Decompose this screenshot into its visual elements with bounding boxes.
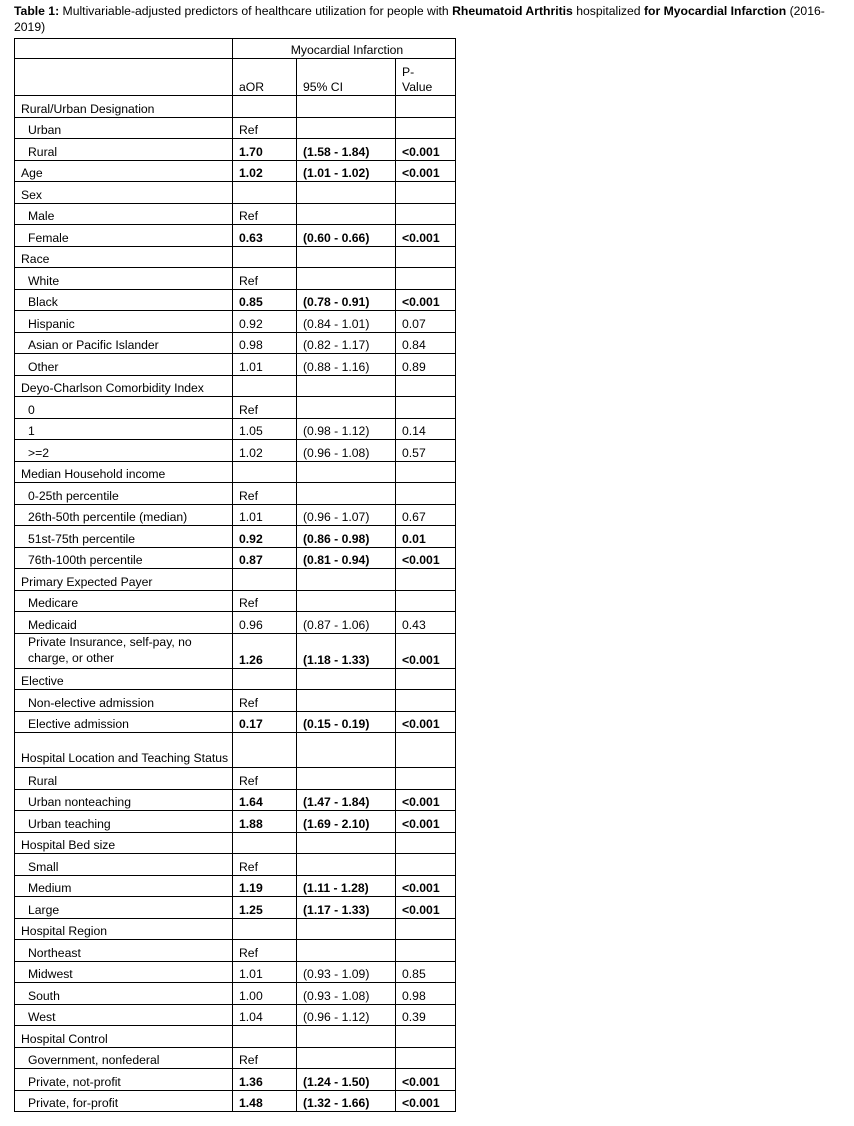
row-p-value (396, 733, 456, 768)
table-row (15, 690, 456, 712)
table-row (15, 311, 456, 333)
row-label: Medicare (15, 590, 233, 612)
header-row-columns (15, 59, 456, 96)
table-row (15, 811, 456, 833)
row-p-value (396, 569, 456, 591)
row-ci: (1.32 - 1.66) (297, 1090, 396, 1112)
table-row (15, 711, 456, 733)
table-row (15, 461, 456, 483)
row-label: Medicaid (15, 612, 233, 634)
row-ci (297, 375, 396, 397)
row-p-value: 0.85 (396, 961, 456, 983)
row-ci (297, 733, 396, 768)
row-label: West (15, 1004, 233, 1026)
row-ci (297, 768, 396, 790)
row-p-value: <0.001 (396, 547, 456, 569)
row-ci: (1.01 - 1.02) (297, 160, 396, 182)
row-aor: 1.19 (233, 875, 297, 897)
row-label: Asian or Pacific Islander (15, 332, 233, 354)
row-aor: 1.04 (233, 1004, 297, 1026)
row-aor: 1.01 (233, 354, 297, 376)
row-aor: 1.36 (233, 1069, 297, 1091)
row-ci: (0.93 - 1.08) (297, 983, 396, 1005)
row-label: Race (15, 246, 233, 268)
row-ci: (0.96 - 1.08) (297, 440, 396, 462)
row-ci: (0.96 - 1.07) (297, 504, 396, 526)
caption-label: Table 1: (14, 4, 60, 18)
row-p-value: <0.001 (396, 811, 456, 833)
row-p-value (396, 461, 456, 483)
row-aor: 0.85 (233, 289, 297, 311)
row-p-value (396, 832, 456, 854)
table-row (15, 897, 456, 919)
row-p-value (396, 590, 456, 612)
row-ci: (1.47 - 1.84) (297, 789, 396, 811)
row-ci (297, 918, 396, 940)
row-ci (297, 203, 396, 225)
row-ci (297, 832, 396, 854)
row-label: Urban (15, 117, 233, 139)
row-ci: (1.18 - 1.33) (297, 633, 396, 668)
row-ci (297, 668, 396, 690)
header-group: Myocardial Infarction (233, 39, 456, 59)
row-aor: 0.92 (233, 311, 297, 333)
row-p-value: 0.67 (396, 504, 456, 526)
row-label: Elective admission (15, 711, 233, 733)
table-row (15, 397, 456, 419)
row-aor: 1.00 (233, 983, 297, 1005)
row-aor: 1.64 (233, 789, 297, 811)
row-p-value (396, 182, 456, 204)
row-p-value (396, 1026, 456, 1048)
row-p-value (396, 268, 456, 290)
row-aor: Ref (233, 117, 297, 139)
row-ci (297, 268, 396, 290)
row-label: South (15, 983, 233, 1005)
table-row (15, 139, 456, 161)
row-label: Median Household income (15, 461, 233, 483)
header-p-line2: Value (402, 80, 433, 94)
row-p-value: 0.89 (396, 354, 456, 376)
table-row (15, 203, 456, 225)
row-p-value: 0.43 (396, 612, 456, 634)
row-ci: (0.93 - 1.09) (297, 961, 396, 983)
table-row (15, 875, 456, 897)
row-label: Northeast (15, 940, 233, 962)
caption-text-3: (2016-2019) (14, 4, 825, 34)
table-row (15, 182, 456, 204)
row-aor: 0.92 (233, 526, 297, 548)
row-ci: (0.78 - 0.91) (297, 289, 396, 311)
table-row (15, 590, 456, 612)
header-p (396, 59, 456, 96)
table-row (15, 547, 456, 569)
row-label: 0-25th percentile (15, 483, 233, 505)
row-p-value: <0.001 (396, 875, 456, 897)
row-p-value: <0.001 (396, 1090, 456, 1112)
row-aor: 0.87 (233, 547, 297, 569)
row-aor (233, 832, 297, 854)
row-label: 26th-50th percentile (median) (15, 504, 233, 526)
row-aor: 0.98 (233, 332, 297, 354)
table-row (15, 961, 456, 983)
row-label: Hispanic (15, 311, 233, 333)
row-aor (233, 569, 297, 591)
row-ci: (1.11 - 1.28) (297, 875, 396, 897)
row-label: Rural/Urban Designation (15, 96, 233, 118)
row-p-value: <0.001 (396, 711, 456, 733)
row-p-value: <0.001 (396, 789, 456, 811)
row-ci: (0.86 - 0.98) (297, 526, 396, 548)
row-aor: 1.70 (233, 139, 297, 161)
row-ci (297, 397, 396, 419)
caption-text-1: Multivariable-adjusted predictors of healthcare utilization for people with (59, 4, 453, 18)
table-row (15, 440, 456, 462)
table-row (15, 768, 456, 790)
row-ci (297, 117, 396, 139)
row-p-value: <0.001 (396, 289, 456, 311)
row-label: Rural (15, 768, 233, 790)
row-label: Deyo-Charlson Comorbidity Index (15, 375, 233, 397)
row-p-value (396, 918, 456, 940)
row-p-value: 0.07 (396, 311, 456, 333)
table-row (15, 983, 456, 1005)
header-label-cell (15, 59, 233, 96)
row-p-value (396, 768, 456, 790)
row-ci (297, 96, 396, 118)
row-p-value (396, 940, 456, 962)
row-ci (297, 246, 396, 268)
row-label: Private, not-profit (15, 1069, 233, 1091)
table-row (15, 117, 456, 139)
row-aor: 1.01 (233, 961, 297, 983)
row-label: Large (15, 897, 233, 919)
row-label: Private Insurance, self-pay, no charge, or other (15, 633, 233, 668)
table-row (15, 354, 456, 376)
row-ci (297, 461, 396, 483)
row-p-value (396, 690, 456, 712)
row-aor: 0.63 (233, 225, 297, 247)
row-ci: (1.58 - 1.84) (297, 139, 396, 161)
row-aor: 1.01 (233, 504, 297, 526)
row-label: Government, nonfederal (15, 1047, 233, 1069)
row-aor: 1.26 (233, 633, 297, 668)
row-aor: Ref (233, 768, 297, 790)
row-label: Non-elective admission (15, 690, 233, 712)
table-row (15, 289, 456, 311)
row-p-value: 0.84 (396, 332, 456, 354)
row-ci: (0.82 - 1.17) (297, 332, 396, 354)
row-label: Other (15, 354, 233, 376)
row-ci (297, 940, 396, 962)
row-p-value: <0.001 (396, 139, 456, 161)
table-row (15, 1026, 456, 1048)
row-ci: (0.81 - 0.94) (297, 547, 396, 569)
row-p-value: <0.001 (396, 1069, 456, 1091)
row-label: Urban nonteaching (15, 789, 233, 811)
row-p-value: 0.98 (396, 983, 456, 1005)
row-ci (297, 1047, 396, 1069)
row-aor: 1.88 (233, 811, 297, 833)
table-row (15, 918, 456, 940)
header-p-line1: P- (402, 65, 415, 79)
row-ci: (0.88 - 1.16) (297, 354, 396, 376)
row-aor: 1.25 (233, 897, 297, 919)
row-p-value (396, 1047, 456, 1069)
row-aor (233, 375, 297, 397)
row-aor: Ref (233, 483, 297, 505)
row-p-value: <0.001 (396, 160, 456, 182)
table-row (15, 96, 456, 118)
row-aor (233, 246, 297, 268)
row-p-value (396, 854, 456, 876)
row-ci: (0.84 - 1.01) (297, 311, 396, 333)
table-row (15, 940, 456, 962)
row-ci: (0.15 - 0.19) (297, 711, 396, 733)
row-aor (233, 668, 297, 690)
table-row (15, 418, 456, 440)
table-row (15, 854, 456, 876)
table-row (15, 789, 456, 811)
row-p-value: 0.39 (396, 1004, 456, 1026)
row-ci (297, 1026, 396, 1048)
row-aor (233, 1026, 297, 1048)
header-empty-cell (15, 39, 233, 59)
row-ci: (0.98 - 1.12) (297, 418, 396, 440)
row-ci (297, 483, 396, 505)
table-row (15, 268, 456, 290)
table-row (15, 569, 456, 591)
table-caption (14, 3, 850, 35)
row-p-value (396, 246, 456, 268)
row-label: Hospital Region (15, 918, 233, 940)
row-aor (233, 182, 297, 204)
row-label: Sex (15, 182, 233, 204)
row-label: Small (15, 854, 233, 876)
row-ci (297, 182, 396, 204)
header-row-group (15, 39, 456, 59)
row-aor: Ref (233, 854, 297, 876)
caption-bold-2: for Myocardial Infarction (643, 4, 787, 18)
row-p-value (396, 397, 456, 419)
row-ci: (0.60 - 0.66) (297, 225, 396, 247)
row-label: 1 (15, 418, 233, 440)
row-aor (233, 733, 297, 768)
row-aor: 1.02 (233, 440, 297, 462)
row-label: >=2 (15, 440, 233, 462)
row-label: Elective (15, 668, 233, 690)
row-label: Primary Expected Payer (15, 569, 233, 591)
table-row (15, 332, 456, 354)
row-aor (233, 96, 297, 118)
row-aor: Ref (233, 690, 297, 712)
table-row (15, 504, 456, 526)
row-p-value (396, 117, 456, 139)
table-row (15, 1090, 456, 1112)
row-p-value (396, 668, 456, 690)
table-row (15, 733, 456, 768)
table-row (15, 483, 456, 505)
row-p-value: 0.57 (396, 440, 456, 462)
row-ci (297, 590, 396, 612)
row-label: 0 (15, 397, 233, 419)
table-row (15, 1047, 456, 1069)
row-p-value: <0.001 (396, 225, 456, 247)
row-label: Black (15, 289, 233, 311)
table-row (15, 612, 456, 634)
caption-bold-1: Rheumatoid Arthritis (452, 4, 573, 18)
table-row (15, 225, 456, 247)
row-label: Hospital Control (15, 1026, 233, 1048)
row-aor: Ref (233, 940, 297, 962)
row-label: 51st-75th percentile (15, 526, 233, 548)
table-row (15, 832, 456, 854)
table-row (15, 375, 456, 397)
row-aor: Ref (233, 268, 297, 290)
row-p-value (396, 203, 456, 225)
row-p-value: 0.14 (396, 418, 456, 440)
table-row (15, 160, 456, 182)
row-label: White (15, 268, 233, 290)
row-p-value: 0.01 (396, 526, 456, 548)
row-aor: 1.02 (233, 160, 297, 182)
row-label: Hospital Location and Teaching Status (15, 733, 233, 768)
row-label: Private, for-profit (15, 1090, 233, 1112)
row-aor (233, 918, 297, 940)
row-ci: (0.96 - 1.12) (297, 1004, 396, 1026)
row-p-value (396, 375, 456, 397)
row-aor: 0.96 (233, 612, 297, 634)
row-label: Female (15, 225, 233, 247)
table-row (15, 1069, 456, 1091)
row-ci (297, 690, 396, 712)
row-aor: Ref (233, 1047, 297, 1069)
row-label: Midwest (15, 961, 233, 983)
row-p-value (396, 483, 456, 505)
row-label: Male (15, 203, 233, 225)
row-ci: (1.24 - 1.50) (297, 1069, 396, 1091)
row-ci (297, 854, 396, 876)
row-label: Urban teaching (15, 811, 233, 833)
row-ci: (0.87 - 1.06) (297, 612, 396, 634)
row-p-value (396, 96, 456, 118)
row-label: Rural (15, 139, 233, 161)
results-table (14, 38, 456, 1112)
row-aor: Ref (233, 203, 297, 225)
header-aor: aOR (233, 59, 297, 96)
row-label: 76th-100th percentile (15, 547, 233, 569)
header-ci: 95% CI (297, 59, 396, 96)
table-row (15, 668, 456, 690)
caption-text-2: hospitalized (572, 4, 644, 18)
row-label: Age (15, 160, 233, 182)
row-label: Medium (15, 875, 233, 897)
row-p-value: <0.001 (396, 897, 456, 919)
row-label: Hospital Bed size (15, 832, 233, 854)
row-aor: Ref (233, 590, 297, 612)
row-aor: 1.48 (233, 1090, 297, 1112)
row-p-value: <0.001 (396, 633, 456, 668)
table-row (15, 526, 456, 548)
row-aor: 1.05 (233, 418, 297, 440)
row-ci: (1.17 - 1.33) (297, 897, 396, 919)
row-aor: Ref (233, 397, 297, 419)
table-row (15, 1004, 456, 1026)
row-aor (233, 461, 297, 483)
table-row (15, 633, 456, 668)
table-row (15, 246, 456, 268)
row-ci (297, 569, 396, 591)
row-aor: 0.17 (233, 711, 297, 733)
row-ci: (1.69 - 2.10) (297, 811, 396, 833)
